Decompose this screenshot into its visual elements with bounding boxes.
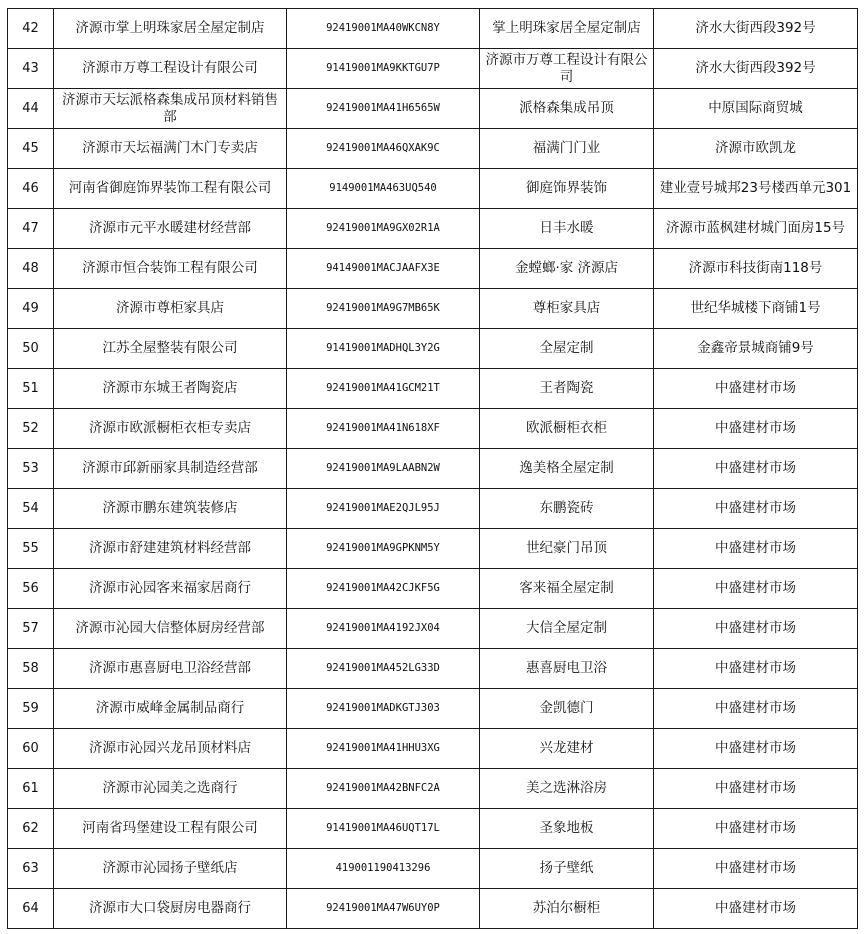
address-cell: 中原国际商贸城 (654, 89, 858, 129)
address-cell: 中盛建材市场 (654, 489, 858, 529)
brand-name-cell: 王者陶瓷 (480, 369, 654, 409)
merchant-name-cell: 济源市天坛派格森集成吊顶材料销售部 (54, 89, 287, 129)
table-row (8, 9, 858, 49)
merchant-name-cell: 济源市大口袋厨房电器商行 (54, 889, 287, 929)
merchant-name-cell: 河南省御庭饰界装饰工程有限公司 (54, 169, 287, 209)
brand-name-cell: 兴龙建材 (480, 729, 654, 769)
table-row (8, 49, 858, 89)
row-number-cell: 50 (8, 329, 54, 369)
merchant-name-cell: 济源市沁园大信整体厨房经营部 (54, 609, 287, 649)
address-cell: 中盛建材市场 (654, 369, 858, 409)
row-number-cell: 45 (8, 129, 54, 169)
row-number-cell: 47 (8, 209, 54, 249)
credit-code-cell: 92419001MAE2QJL95J (287, 489, 480, 529)
credit-code-cell: 92419001MA41HHU3XG (287, 729, 480, 769)
table-row (8, 609, 858, 649)
brand-name-cell: 大信全屋定制 (480, 609, 654, 649)
brand-name-cell: 惠喜厨电卫浴 (480, 649, 654, 689)
brand-name-cell: 美之选淋浴房 (480, 769, 654, 809)
merchant-name-cell: 济源市万尊工程设计有限公司 (54, 49, 287, 89)
merchant-name-cell: 济源市尊柜家具店 (54, 289, 287, 329)
credit-code-cell: 92419001MA41GCM21T (287, 369, 480, 409)
address-cell: 中盛建材市场 (654, 889, 858, 929)
table-body (8, 9, 858, 929)
row-number-cell: 58 (8, 649, 54, 689)
address-cell: 济源市科技街南118号 (654, 249, 858, 289)
merchant-register-table (7, 8, 858, 929)
address-cell: 金鑫帝景城商铺9号 (654, 329, 858, 369)
merchant-name-cell: 济源市元平水暖建材经营部 (54, 209, 287, 249)
table-row (8, 449, 858, 489)
merchant-name-cell: 济源市舒建建筑材料经营部 (54, 529, 287, 569)
row-number-cell: 60 (8, 729, 54, 769)
row-number-cell: 55 (8, 529, 54, 569)
address-cell: 中盛建材市场 (654, 769, 858, 809)
table-row (8, 889, 858, 929)
row-number-cell: 61 (8, 769, 54, 809)
merchant-name-cell: 河南省玛堡建设工程有限公司 (54, 809, 287, 849)
row-number-cell: 59 (8, 689, 54, 729)
brand-name-cell: 日丰水暖 (480, 209, 654, 249)
address-cell: 中盛建材市场 (654, 609, 858, 649)
credit-code-cell: 92419001MA452LG33D (287, 649, 480, 689)
merchant-name-cell: 济源市恒合装饰工程有限公司 (54, 249, 287, 289)
table-row (8, 249, 858, 289)
credit-code-cell: 92419001MADKGTJ303 (287, 689, 480, 729)
row-number-cell: 44 (8, 89, 54, 129)
address-cell: 中盛建材市场 (654, 729, 858, 769)
brand-name-cell: 全屋定制 (480, 329, 654, 369)
table-row (8, 409, 858, 449)
brand-name-cell: 济源市万尊工程设计有限公司 (480, 49, 654, 89)
brand-name-cell: 掌上明珠家居全屋定制店 (480, 9, 654, 49)
address-cell: 中盛建材市场 (654, 449, 858, 489)
merchant-name-cell: 济源市东城王者陶瓷店 (54, 369, 287, 409)
credit-code-cell: 92419001MA9GX02R1A (287, 209, 480, 249)
brand-name-cell: 福满门门业 (480, 129, 654, 169)
row-number-cell: 46 (8, 169, 54, 209)
address-cell: 济源市蓝枫建材城门面房15号 (654, 209, 858, 249)
credit-code-cell: 9149001MA463UQ540 (287, 169, 480, 209)
row-number-cell: 64 (8, 889, 54, 929)
table-row (8, 769, 858, 809)
row-number-cell: 63 (8, 849, 54, 889)
table-row (8, 169, 858, 209)
address-cell: 济源市欧凯龙 (654, 129, 858, 169)
credit-code-cell: 92419001MA40WKCN8Y (287, 9, 480, 49)
brand-name-cell: 逸美格全屋定制 (480, 449, 654, 489)
table-row (8, 489, 858, 529)
merchant-name-cell: 济源市威峰金属制品商行 (54, 689, 287, 729)
row-number-cell: 42 (8, 9, 54, 49)
row-number-cell: 54 (8, 489, 54, 529)
row-number-cell: 56 (8, 569, 54, 609)
table-row (8, 289, 858, 329)
credit-code-cell: 91419001MA46UQT17L (287, 809, 480, 849)
address-cell: 中盛建材市场 (654, 529, 858, 569)
merchant-name-cell: 济源市沁园美之选商行 (54, 769, 287, 809)
credit-code-cell: 94149001MACJAAFX3E (287, 249, 480, 289)
row-number-cell: 43 (8, 49, 54, 89)
row-number-cell: 53 (8, 449, 54, 489)
address-cell: 建业壹号城邦23号楼西单元301 (654, 169, 858, 209)
table-row (8, 649, 858, 689)
credit-code-cell: 92419001MA9GPKNM5Y (287, 529, 480, 569)
address-cell: 中盛建材市场 (654, 569, 858, 609)
brand-name-cell: 扬子壁纸 (480, 849, 654, 889)
credit-code-cell: 92419001MA42BNFC2A (287, 769, 480, 809)
credit-code-cell: 91419001MA9KKTGU7P (287, 49, 480, 89)
credit-code-cell: 92419001MA42CJKF5G (287, 569, 480, 609)
table-row (8, 529, 858, 569)
row-number-cell: 57 (8, 609, 54, 649)
merchant-name-cell: 济源市沁园兴龙吊顶材料店 (54, 729, 287, 769)
address-cell: 济水大街西段392号 (654, 9, 858, 49)
brand-name-cell: 圣象地板 (480, 809, 654, 849)
merchant-name-cell: 济源市沁园客来福家居商行 (54, 569, 287, 609)
credit-code-cell: 91419001MADHQL3Y2G (287, 329, 480, 369)
brand-name-cell: 金螳螂·家 济源店 (480, 249, 654, 289)
table-row (8, 809, 858, 849)
table-row (8, 329, 858, 369)
credit-code-cell: 92419001MA9G7MB65K (287, 289, 480, 329)
credit-code-cell: 92419001MA47W6UY0P (287, 889, 480, 929)
row-number-cell: 51 (8, 369, 54, 409)
row-number-cell: 52 (8, 409, 54, 449)
merchant-name-cell: 济源市欧派橱柜衣柜专卖店 (54, 409, 287, 449)
table-row (8, 89, 858, 129)
table-row (8, 209, 858, 249)
credit-code-cell: 92419001MA41H6565W (287, 89, 480, 129)
table-row (8, 369, 858, 409)
address-cell: 世纪华城楼下商铺1号 (654, 289, 858, 329)
address-cell: 中盛建材市场 (654, 809, 858, 849)
table-row (8, 129, 858, 169)
address-cell: 济水大街西段392号 (654, 49, 858, 89)
merchant-name-cell: 济源市天坛福满门木门专卖店 (54, 129, 287, 169)
credit-code-cell: 92419001MA4192JX04 (287, 609, 480, 649)
row-number-cell: 49 (8, 289, 54, 329)
address-cell: 中盛建材市场 (654, 689, 858, 729)
row-number-cell: 62 (8, 809, 54, 849)
table-row (8, 689, 858, 729)
address-cell: 中盛建材市场 (654, 409, 858, 449)
table-row (8, 849, 858, 889)
brand-name-cell: 苏泊尔橱柜 (480, 889, 654, 929)
merchant-register-sheet (7, 8, 858, 929)
brand-name-cell: 金凯德门 (480, 689, 654, 729)
merchant-name-cell: 济源市鹏东建筑装修店 (54, 489, 287, 529)
brand-name-cell: 客来福全屋定制 (480, 569, 654, 609)
brand-name-cell: 尊柜家具店 (480, 289, 654, 329)
credit-code-cell: 92419001MA41N618XF (287, 409, 480, 449)
table-row (8, 569, 858, 609)
merchant-name-cell: 济源市邱新丽家具制造经营部 (54, 449, 287, 489)
table-row (8, 729, 858, 769)
brand-name-cell: 派格森集成吊顶 (480, 89, 654, 129)
merchant-name-cell: 济源市掌上明珠家居全屋定制店 (54, 9, 287, 49)
address-cell: 中盛建材市场 (654, 849, 858, 889)
row-number-cell: 48 (8, 249, 54, 289)
brand-name-cell: 御庭饰界装饰 (480, 169, 654, 209)
address-cell: 中盛建材市场 (654, 649, 858, 689)
brand-name-cell: 欧派橱柜衣柜 (480, 409, 654, 449)
merchant-name-cell: 江苏全屋整装有限公司 (54, 329, 287, 369)
credit-code-cell: 92419001MA9LAABN2W (287, 449, 480, 489)
credit-code-cell: 92419001MA46QXAK9C (287, 129, 480, 169)
merchant-name-cell: 济源市沁园扬子壁纸店 (54, 849, 287, 889)
credit-code-cell: 419001190413296 (287, 849, 480, 889)
brand-name-cell: 世纪豪门吊顶 (480, 529, 654, 569)
merchant-name-cell: 济源市惠喜厨电卫浴经营部 (54, 649, 287, 689)
brand-name-cell: 东鹏瓷砖 (480, 489, 654, 529)
